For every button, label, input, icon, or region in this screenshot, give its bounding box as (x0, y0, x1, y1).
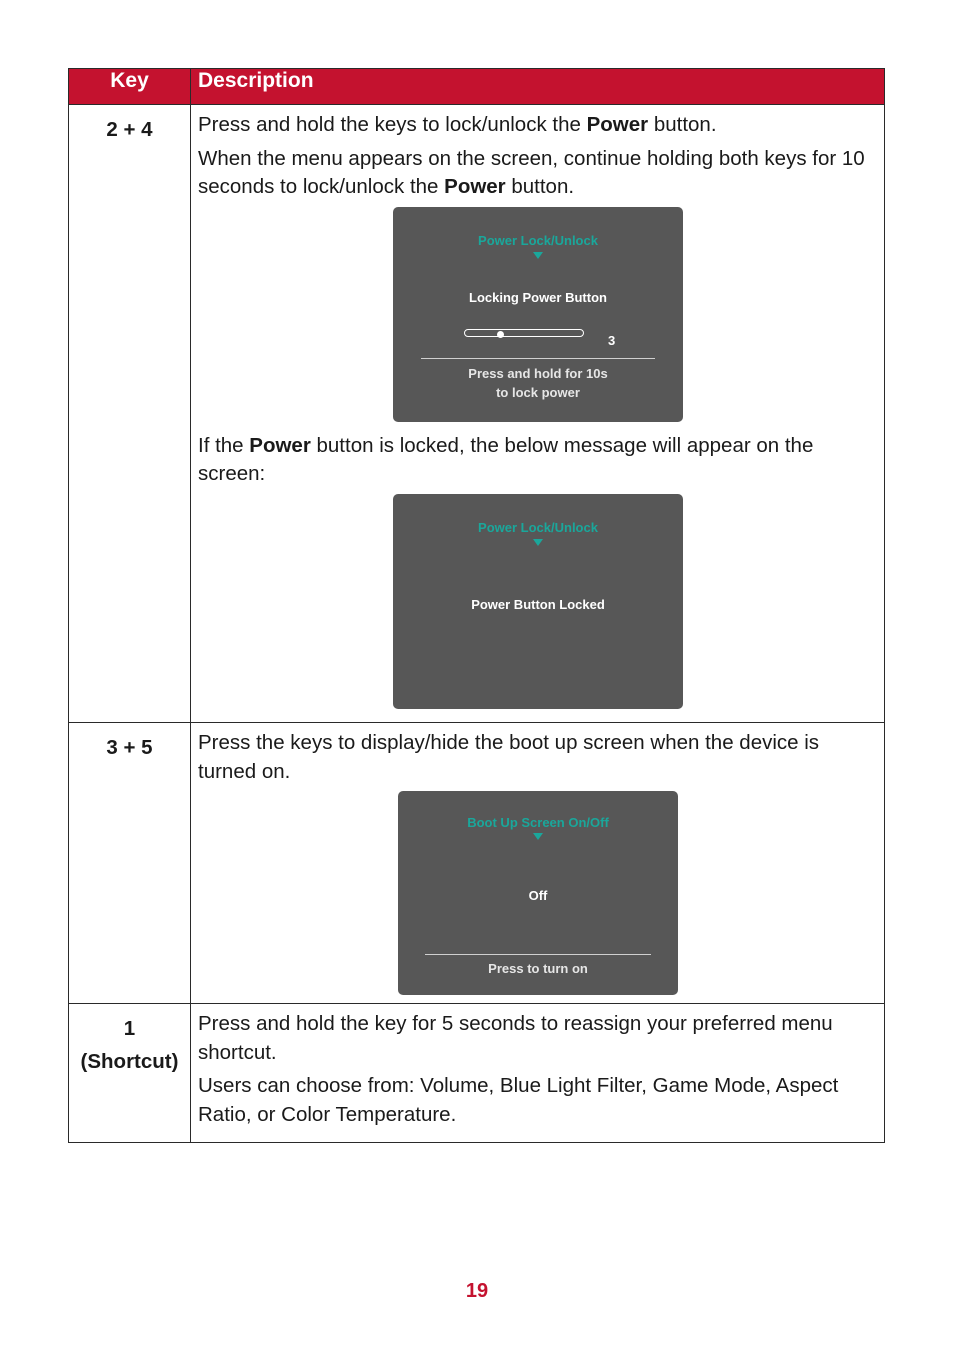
osd-power-button-locked (393, 494, 683, 709)
table-row (69, 723, 885, 1004)
slider-knob (497, 331, 504, 338)
key-note: (Shortcut) (80, 1050, 179, 1073)
osd-footer: Press and hold for 10s to lock power (468, 365, 608, 400)
osd-power-lock-progress (393, 207, 683, 422)
key-combo: 2 + 4 (106, 118, 153, 141)
osd-footer: Press to turn on (488, 961, 588, 976)
osd-title: Power Lock/Unlock (478, 232, 598, 248)
osd-title: Boot Up Screen On/Off (467, 815, 609, 830)
table-header-row (69, 69, 885, 105)
key-cell (69, 105, 191, 723)
header-description: Description (191, 69, 885, 105)
shortcut-keys-table (68, 68, 885, 1143)
triangle-down-icon (533, 252, 543, 259)
description-cell (191, 1004, 885, 1143)
description-paragraph: Users can choose from: Volume, Blue Light Filter, Game Mode, Aspect Ratio, or Color Temperature. (198, 1074, 839, 1126)
key-cell (69, 1004, 191, 1143)
table-row (69, 1004, 885, 1143)
bold-term: Power (444, 175, 506, 198)
osd-message: Locking Power Button (469, 289, 607, 305)
key-combo: 1 (123, 1017, 136, 1040)
triangle-down-icon (533, 833, 543, 840)
osd-message: Power Button Locked (471, 596, 605, 612)
osd-boot-up-screen (398, 791, 678, 995)
description-paragraph: Press and hold the keys to lock/unlock the Power button. (198, 113, 717, 136)
slider-value: 3 (608, 332, 616, 348)
page-number: 19 (465, 1280, 489, 1302)
triangle-down-icon (533, 539, 543, 546)
header-key: Key (69, 69, 191, 105)
bold-term: Power (249, 433, 311, 457)
key-combo: 3 + 5 (106, 736, 153, 759)
bold-term: Power (586, 113, 649, 136)
osd-divider (425, 954, 651, 955)
osd-divider (421, 358, 655, 359)
table-row (69, 105, 885, 723)
description-paragraph: Press the keys to display/hide the boot up screen when the device is turned on. (198, 731, 820, 783)
key-cell (69, 723, 191, 1004)
progress-slider (464, 329, 584, 337)
description-cell (191, 723, 885, 1004)
description-paragraph: If the Power button is locked, the below message will appear on the screen: (198, 433, 814, 485)
description-paragraph: When the menu appears on the screen, continue holding both keys for 10 seconds to lock/unlock the Power button. (198, 146, 865, 198)
osd-title: Power Lock/Unlock (478, 519, 598, 535)
description-cell (191, 105, 885, 723)
osd-message: Off (528, 888, 548, 903)
description-paragraph: Press and hold the key for 5 seconds to reassign your preferred menu shortcut. (198, 1012, 833, 1064)
